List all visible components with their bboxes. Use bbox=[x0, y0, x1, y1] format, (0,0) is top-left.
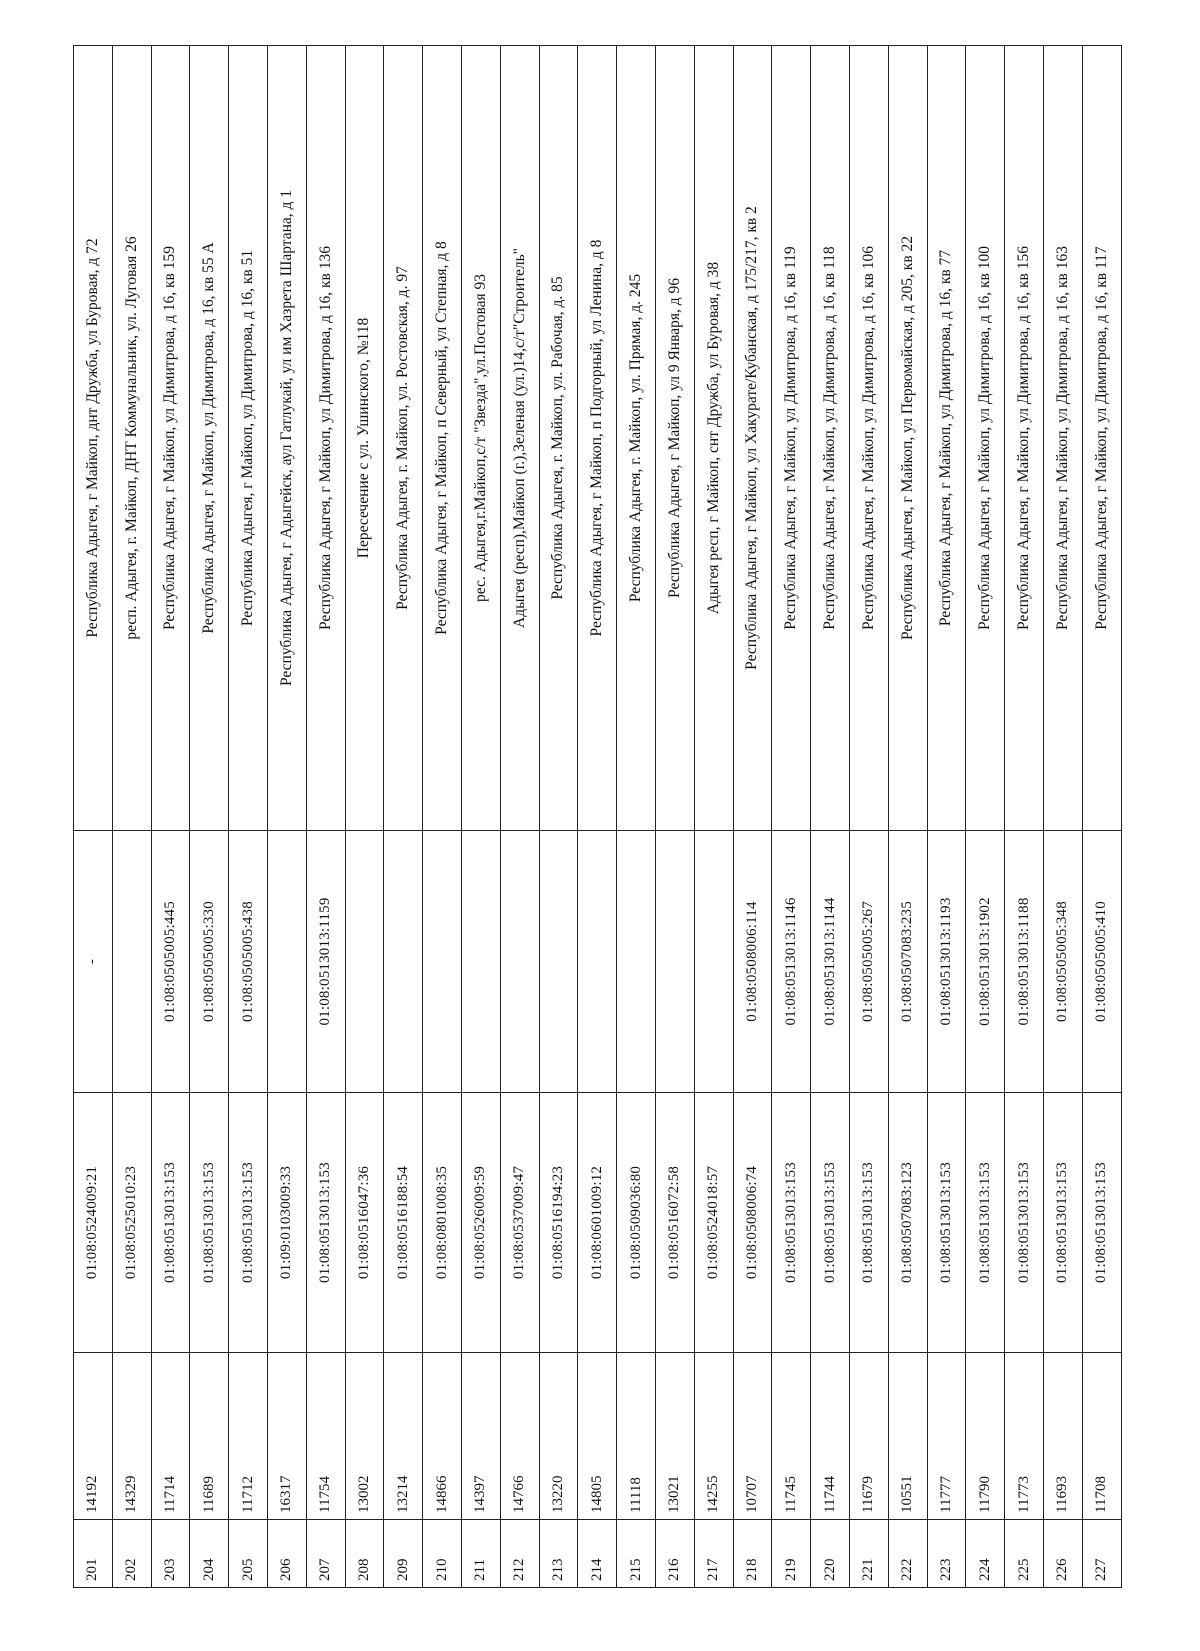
address-cell: Республика Адыгея, г Майкоп, ул Димитрова, д 16, кв 117 bbox=[1082, 46, 1121, 831]
land-cadastral-number-cell: 01:08:0513013:153 bbox=[927, 1093, 966, 1353]
row-number-cell: 205 bbox=[229, 1520, 268, 1588]
address-cell: Республика Адыгея, г Майкоп, ул Димитрова, д 16, кв 106 bbox=[849, 46, 888, 831]
object-code-cell: 10551 bbox=[888, 1353, 927, 1520]
object-code-cell: 11777 bbox=[927, 1353, 966, 1520]
land-cadastral-number-cell: 01:08:0801008:35 bbox=[423, 1093, 462, 1353]
table-row bbox=[1005, 46, 1044, 1588]
object-code-cell: 14397 bbox=[461, 1353, 500, 1520]
building-cadastral-number-cell bbox=[345, 831, 384, 1093]
object-code-cell: 10707 bbox=[733, 1353, 772, 1520]
row-number-cell: 212 bbox=[500, 1520, 539, 1588]
address-cell: Республика Адыгея, г Майкоп, ул Димитрова, д 16, кв 55 А bbox=[190, 46, 229, 831]
object-code-cell: 11773 bbox=[1005, 1353, 1044, 1520]
property-table bbox=[73, 45, 1122, 1588]
table-row bbox=[733, 46, 772, 1588]
table-row bbox=[267, 46, 306, 1588]
building-cadastral-number-cell bbox=[655, 831, 694, 1093]
building-cadastral-number-cell: 01:08:0505005:330 bbox=[190, 831, 229, 1093]
address-cell: Республика Адыгея, г Майкоп, ул Димитрова, д 16, кв 159 bbox=[151, 46, 190, 831]
object-code-cell: 11744 bbox=[811, 1353, 850, 1520]
building-cadastral-number-cell bbox=[539, 831, 578, 1093]
table-row bbox=[112, 46, 151, 1588]
building-cadastral-number-cell: 01:08:0513013:1902 bbox=[966, 831, 1005, 1093]
object-code-cell: 13002 bbox=[345, 1353, 384, 1520]
table-row bbox=[694, 46, 733, 1588]
address-cell: Республика Адыгея, г Майкоп, п Подгорный, ул Ленина, д 8 bbox=[578, 46, 617, 831]
building-cadastral-number-cell: 01:08:0505005:410 bbox=[1082, 831, 1121, 1093]
object-code-cell: 11118 bbox=[617, 1353, 656, 1520]
row-number-cell: 220 bbox=[811, 1520, 850, 1588]
table-row bbox=[888, 46, 927, 1588]
address-cell: респ. Адыгея, г. Майкоп, ДНТ Коммунальник, ул. Луговая 26 bbox=[112, 46, 151, 831]
row-number-cell: 202 bbox=[112, 1520, 151, 1588]
object-code-cell: 16317 bbox=[267, 1353, 306, 1520]
rotated-table-container bbox=[73, 46, 1110, 1588]
table-row bbox=[849, 46, 888, 1588]
table-row bbox=[384, 46, 423, 1588]
building-cadastral-number-cell: 01:08:0513013:1146 bbox=[772, 831, 811, 1093]
object-code-cell: 11689 bbox=[190, 1353, 229, 1520]
row-number-cell: 215 bbox=[617, 1520, 656, 1588]
building-cadastral-number-cell bbox=[617, 831, 656, 1093]
object-code-cell: 11745 bbox=[772, 1353, 811, 1520]
building-cadastral-number-cell: 01:08:0505005:438 bbox=[229, 831, 268, 1093]
building-cadastral-number-cell bbox=[578, 831, 617, 1093]
address-cell: рес. Адыгея,г.Майкоп,с/т "Звезда",ул.Постовая 93 bbox=[461, 46, 500, 831]
object-code-cell: 11714 bbox=[151, 1353, 190, 1520]
land-cadastral-number-cell: 01:08:0513013:153 bbox=[229, 1093, 268, 1353]
table-row bbox=[461, 46, 500, 1588]
row-number-cell: 201 bbox=[74, 1520, 113, 1588]
row-number-cell: 216 bbox=[655, 1520, 694, 1588]
address-cell: Адыгея (респ),Майкоп (г.),Зеленая (ул.)14,с/т"Строитель" bbox=[500, 46, 539, 831]
building-cadastral-number-cell bbox=[694, 831, 733, 1093]
table-row bbox=[345, 46, 384, 1588]
row-number-cell: 204 bbox=[190, 1520, 229, 1588]
object-code-cell: 13021 bbox=[655, 1353, 694, 1520]
table-row bbox=[966, 46, 1005, 1588]
building-cadastral-number-cell: 01:08:0513013:1159 bbox=[306, 831, 345, 1093]
land-cadastral-number-cell: 01:08:0507083:123 bbox=[888, 1093, 927, 1353]
object-code-cell: 14255 bbox=[694, 1353, 733, 1520]
land-cadastral-number-cell: 01:08:0601009:12 bbox=[578, 1093, 617, 1353]
row-number-cell: 221 bbox=[849, 1520, 888, 1588]
row-number-cell: 224 bbox=[966, 1520, 1005, 1588]
table-row bbox=[539, 46, 578, 1588]
table-row bbox=[811, 46, 850, 1588]
address-cell: Республика Адыгея, г Майкоп, ул Димитрова, д 16, кв 119 bbox=[772, 46, 811, 831]
land-cadastral-number-cell: 01:08:0513013:153 bbox=[966, 1093, 1005, 1353]
address-cell: Республика Адыгея, г Майкоп, ул Димитрова, д 16, кв 118 bbox=[811, 46, 850, 831]
table-row bbox=[655, 46, 694, 1588]
object-code-cell: 14192 bbox=[74, 1353, 113, 1520]
table-row bbox=[927, 46, 966, 1588]
table-row bbox=[306, 46, 345, 1588]
table-row bbox=[500, 46, 539, 1588]
land-cadastral-number-cell: 01:08:0526009:59 bbox=[461, 1093, 500, 1353]
land-cadastral-number-cell: 01:08:0513013:153 bbox=[849, 1093, 888, 1353]
table-row bbox=[1043, 46, 1082, 1588]
address-cell: Республика Адыгея, г Майкоп, ул Димитрова, д 16, кв 100 bbox=[966, 46, 1005, 831]
address-cell: Республика Адыгея, г Майкоп, п Северный, ул Степная, д 8 bbox=[423, 46, 462, 831]
land-cadastral-number-cell: 01:08:0513013:153 bbox=[1005, 1093, 1044, 1353]
land-cadastral-number-cell: 01:08:0516072:58 bbox=[655, 1093, 694, 1353]
land-cadastral-number-cell: 01:08:0516047:36 bbox=[345, 1093, 384, 1353]
address-cell: Пересечение с ул. Ушинского, №118 bbox=[345, 46, 384, 831]
object-code-cell: 11790 bbox=[966, 1353, 1005, 1520]
address-cell: Республика Адыгея, г Майкоп, ул Димитрова, д 16, кв 163 bbox=[1043, 46, 1082, 831]
address-cell: Республика Адыгея, г Майкоп, ул Димитрова, д 16, кв 156 bbox=[1005, 46, 1044, 831]
land-cadastral-number-cell: 01:08:0516194:23 bbox=[539, 1093, 578, 1353]
address-cell: Республика Адыгея, г Майкоп, ул Первомайская, д 205, кв 22 bbox=[888, 46, 927, 831]
row-number-cell: 218 bbox=[733, 1520, 772, 1588]
row-number-cell: 222 bbox=[888, 1520, 927, 1588]
object-code-cell: 11708 bbox=[1082, 1353, 1121, 1520]
address-cell: Республика Адыгея, г Майкоп, ул Димитрова, д 16, кв 136 bbox=[306, 46, 345, 831]
building-cadastral-number-cell bbox=[384, 831, 423, 1093]
object-code-cell: 11679 bbox=[849, 1353, 888, 1520]
address-cell: Республика Адыгея, г Майкоп, днт Дружба, ул Буровая, д 72 bbox=[74, 46, 113, 831]
object-code-cell: 14766 bbox=[500, 1353, 539, 1520]
land-cadastral-number-cell: 01:09:0103009:33 bbox=[267, 1093, 306, 1353]
row-number-cell: 223 bbox=[927, 1520, 966, 1588]
table-row bbox=[617, 46, 656, 1588]
building-cadastral-number-cell: 01:08:0505005:348 bbox=[1043, 831, 1082, 1093]
row-number-cell: 206 bbox=[267, 1520, 306, 1588]
row-number-cell: 226 bbox=[1043, 1520, 1082, 1588]
table-body bbox=[74, 46, 1122, 1588]
row-number-cell: 219 bbox=[772, 1520, 811, 1588]
land-cadastral-number-cell: 01:08:0513013:153 bbox=[811, 1093, 850, 1353]
building-cadastral-number-cell bbox=[500, 831, 539, 1093]
land-cadastral-number-cell: 01:08:0513013:153 bbox=[772, 1093, 811, 1353]
table-row bbox=[423, 46, 462, 1588]
building-cadastral-number-cell: 01:08:0505005:267 bbox=[849, 831, 888, 1093]
land-cadastral-number-cell: 01:08:0509036:80 bbox=[617, 1093, 656, 1353]
building-cadastral-number-cell bbox=[461, 831, 500, 1093]
building-cadastral-number-cell: 01:08:0513013:1188 bbox=[1005, 831, 1044, 1093]
land-cadastral-number-cell: 01:08:0525010:23 bbox=[112, 1093, 151, 1353]
building-cadastral-number-cell bbox=[112, 831, 151, 1093]
table-row bbox=[190, 46, 229, 1588]
row-number-cell: 227 bbox=[1082, 1520, 1121, 1588]
address-cell: Республика Адыгея, г. Майкоп, ул. Рабочая, д. 85 bbox=[539, 46, 578, 831]
land-cadastral-number-cell: 01:08:0508006:74 bbox=[733, 1093, 772, 1353]
address-cell: Республика Адыгея, г Майкоп, ул Димитрова, д 16, кв 77 bbox=[927, 46, 966, 831]
table-row bbox=[74, 46, 113, 1588]
object-code-cell: 11754 bbox=[306, 1353, 345, 1520]
row-number-cell: 210 bbox=[423, 1520, 462, 1588]
row-number-cell: 207 bbox=[306, 1520, 345, 1588]
land-cadastral-number-cell: 01:08:0516188:54 bbox=[384, 1093, 423, 1353]
row-number-cell: 203 bbox=[151, 1520, 190, 1588]
address-cell: Республика Адыгея, г. Майкоп, ул. Прямая, д. 245 bbox=[617, 46, 656, 831]
address-cell: Республика Адыгея, г Майкоп, ул Хакурате/Кубанская, д 175/217, кв 2 bbox=[733, 46, 772, 831]
row-number-cell: 214 bbox=[578, 1520, 617, 1588]
row-number-cell: 225 bbox=[1005, 1520, 1044, 1588]
land-cadastral-number-cell: 01:08:0513013:153 bbox=[306, 1093, 345, 1353]
row-number-cell: 217 bbox=[694, 1520, 733, 1588]
address-cell: Республика Адыгея, г Майкоп, ул Димитрова, д 16, кв 51 bbox=[229, 46, 268, 831]
row-number-cell: 213 bbox=[539, 1520, 578, 1588]
object-code-cell: 13214 bbox=[384, 1353, 423, 1520]
land-cadastral-number-cell: 01:08:0513013:153 bbox=[1082, 1093, 1121, 1353]
object-code-cell: 14805 bbox=[578, 1353, 617, 1520]
object-code-cell: 14329 bbox=[112, 1353, 151, 1520]
building-cadastral-number-cell: - bbox=[74, 831, 113, 1093]
address-cell: Республика Адыгея, г Адыгейск, аул Гатлукай, ул им Хазрета Шартана, д 1 bbox=[267, 46, 306, 831]
object-code-cell: 13220 bbox=[539, 1353, 578, 1520]
address-cell: Республика Адыгея, г. Майкоп, ул. Ростовская, д. 97 bbox=[384, 46, 423, 831]
row-number-cell: 208 bbox=[345, 1520, 384, 1588]
object-code-cell: 11712 bbox=[229, 1353, 268, 1520]
land-cadastral-number-cell: 01:08:0513013:153 bbox=[151, 1093, 190, 1353]
table-row bbox=[772, 46, 811, 1588]
building-cadastral-number-cell: 01:08:0513013:1193 bbox=[927, 831, 966, 1093]
row-number-cell: 209 bbox=[384, 1520, 423, 1588]
building-cadastral-number-cell: 01:08:0508006:114 bbox=[733, 831, 772, 1093]
building-cadastral-number-cell bbox=[267, 831, 306, 1093]
building-cadastral-number-cell: 01:08:0507083:235 bbox=[888, 831, 927, 1093]
building-cadastral-number-cell: 01:08:0505005:445 bbox=[151, 831, 190, 1093]
row-number-cell: 211 bbox=[461, 1520, 500, 1588]
address-cell: Адыгея респ, г Майкоп, снт Дружба, ул Буровая, д 38 bbox=[694, 46, 733, 831]
table-row bbox=[229, 46, 268, 1588]
table-row bbox=[151, 46, 190, 1588]
table-row bbox=[1082, 46, 1121, 1588]
address-cell: Республика Адыгея, г Майкоп, ул 9 Января, д 96 bbox=[655, 46, 694, 831]
building-cadastral-number-cell bbox=[423, 831, 462, 1093]
land-cadastral-number-cell: 01:08:0524009:21 bbox=[74, 1093, 113, 1353]
land-cadastral-number-cell: 01:08:0513013:153 bbox=[1043, 1093, 1082, 1353]
land-cadastral-number-cell: 01:08:0524018:57 bbox=[694, 1093, 733, 1353]
object-code-cell: 11693 bbox=[1043, 1353, 1082, 1520]
land-cadastral-number-cell: 01:08:0537009:47 bbox=[500, 1093, 539, 1353]
object-code-cell: 14866 bbox=[423, 1353, 462, 1520]
building-cadastral-number-cell: 01:08:0513013:1144 bbox=[811, 831, 850, 1093]
table-row bbox=[578, 46, 617, 1588]
land-cadastral-number-cell: 01:08:0513013:153 bbox=[190, 1093, 229, 1353]
